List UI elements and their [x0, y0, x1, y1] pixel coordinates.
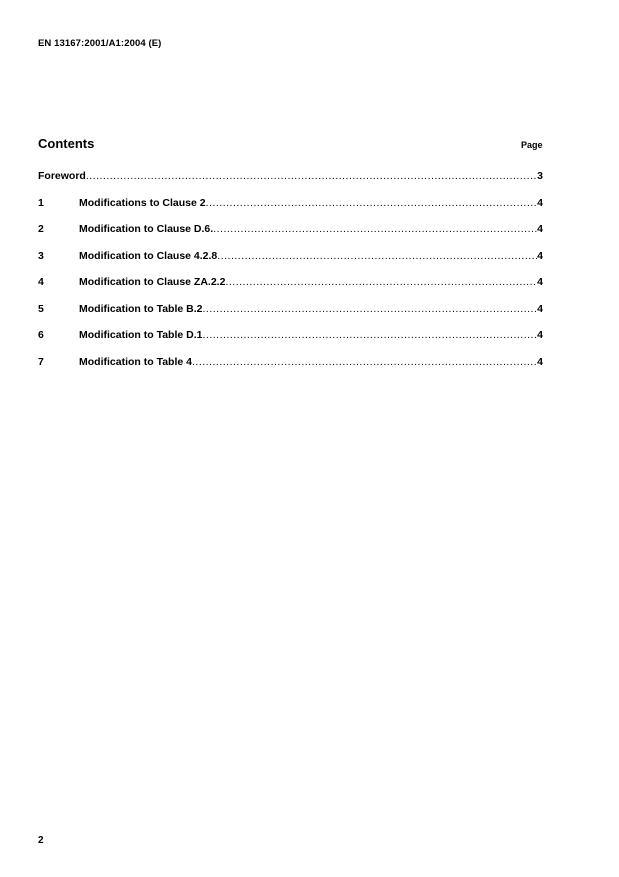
toc-entry-title: Modification to Clause D.6. — [79, 223, 214, 235]
toc-entry-number: 4 — [38, 276, 44, 288]
toc-entry-number: 7 — [38, 355, 44, 368]
toc-entry-title: Foreword — [38, 170, 86, 182]
toc-entry-5[interactable] — [38, 303, 543, 330]
toc-entry-2[interactable] — [38, 223, 543, 250]
document-id-header: EN 13167:2001/A1:2004 (E) — [38, 38, 162, 49]
dot-leader — [206, 197, 538, 209]
toc-entry-number: 6 — [38, 329, 44, 341]
toc-entry-title: Modification to Table 4 — [79, 355, 192, 368]
toc-entry-number: 2 — [38, 223, 44, 235]
dot-leader — [225, 276, 537, 288]
toc-entry-7[interactable] — [38, 356, 543, 383]
contents-heading: Contents — [38, 136, 95, 151]
toc-entry-title: Modification to Table B.2 — [79, 302, 203, 315]
toc-entry-number: 5 — [38, 302, 44, 315]
toc-entry-number: 3 — [38, 249, 44, 262]
dot-leader — [86, 170, 537, 182]
toc-entry-page: 4 — [537, 276, 543, 288]
toc-entry-title: Modifications to Clause 2 — [79, 196, 206, 209]
dot-leader — [217, 250, 537, 262]
dot-leader — [213, 223, 537, 235]
toc-entry-page: 4 — [537, 329, 543, 341]
toc-entry-number: 1 — [38, 196, 44, 209]
toc-entry-page: 4 — [537, 249, 543, 262]
toc-entry-6[interactable] — [38, 329, 543, 356]
toc-entry-page: 4 — [537, 302, 543, 315]
toc-entry-page: 4 — [537, 355, 543, 368]
toc-entry-3[interactable] — [38, 250, 543, 277]
toc-entry-page: 4 — [537, 223, 543, 235]
page-number: 2 — [38, 835, 44, 846]
page-column-label: Page — [521, 140, 543, 150]
toc-entry-4[interactable] — [38, 276, 543, 303]
dot-leader — [202, 329, 537, 341]
dot-leader — [192, 356, 537, 368]
toc-entry-foreword[interactable] — [38, 170, 543, 197]
toc-entry-title: Modification to Table D.1 — [79, 329, 203, 341]
toc-entry-1[interactable] — [38, 197, 543, 224]
toc-entry-title: Modification to Clause 4.2.8 — [79, 249, 218, 262]
toc-entry-page: 3 — [537, 170, 543, 182]
table-of-contents — [38, 170, 543, 382]
toc-entry-page: 4 — [537, 196, 543, 209]
toc-entry-title: Modification to Clause ZA.2.2 — [79, 276, 226, 288]
dot-leader — [202, 303, 537, 315]
